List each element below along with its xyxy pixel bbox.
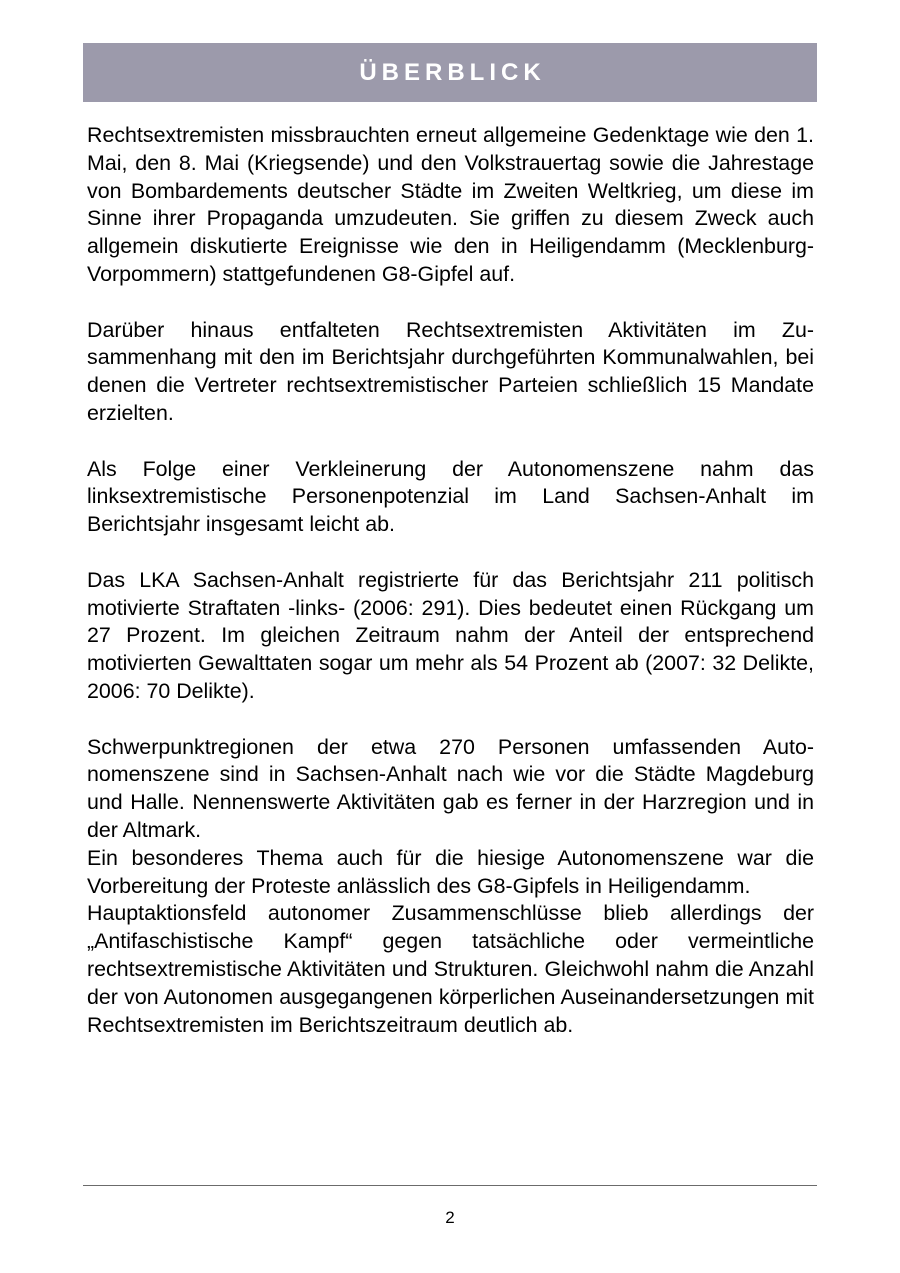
paragraph-g8-proteste: Ein besonderes Thema auch für die hiesige Autonomenszene war die Vorbereitung der Proteste anlässlich des G8-Gipfels in Heiligendamm. [87, 845, 814, 898]
body-text [87, 122, 814, 1039]
paragraph-spacer [87, 289, 814, 317]
page-number: 2 [445, 1208, 455, 1227]
footer-divider [83, 1185, 817, 1186]
paragraph-spacer [87, 428, 814, 456]
paragraph-hauptaktionsfeld: Hauptaktionsfeld autonomer Zusammenschlüsse blieb allerdings der „Antifaschistische Kampf“ gegen tatsächliche oder vermeintliche rechtsextremistische Aktivitäten und Strukturen. Gleichwohl nahm die Anzahl der von Autonomen ausgegangenen körperlichen Auseinandersetzungen mit Rechtsextremisten im Berichtszeitraum deutlich ab. [87, 901, 814, 1037]
paragraph-straftaten: Das LKA Sachsen-Anhalt registrierte für das Berichtsjahr 211 politisch motivierte Straftaten -links- (2006: 291). Dies bedeutet einen Rückgang um 27 Prozent. Im gleichen Zeitraum nahm der Anteil der entsprechend motivierten Gewalttaten sogar um mehr als 54 Prozent ab (2007: 32 Delikte, 2006: 70 Delikte). [87, 567, 814, 703]
paragraph-personenpotenzial: Als Folge einer Verkleinerung der Autonomenszene nahm das linksextremistische Personenpotenzial im Land Sachsen-Anhalt im Berichtsjahr insgesamt leicht ab. [87, 456, 814, 537]
paragraph-schwerpunktregionen: Schwerpunktregionen der etwa 270 Personen umfassenden Autonomenszene sind in Sachsen-Anhalt nach wie vor die Städte Magdeburg und Halle. Nennenswerte Aktivitäten gab es ferner in der Harzregion und in der Altmark. [87, 734, 814, 842]
section-header-bar [83, 43, 817, 102]
paragraph-kommunalwahlen: Darüber hinaus entfalteten Rechtsextremisten Aktivitäten im Zusammenhang mit den im Berichtsjahr durchgeführten Kommunalwahlen, bei denen die Vertreter rechtsextremistischer Parteien schließlich 15 Mandate erzielten. [87, 317, 814, 425]
paragraph-spacer [87, 539, 814, 567]
paragraph-gedenktage: Rechtsextremisten missbrauchten erneut allgemeine Gedenktage wie den 1. Mai, den 8. Mai (Kriegsende) und den Volkstrauertag sowie die Jahrestage von Bombardements deutscher Städte im Zweiten Weltkrieg, um diese im Sinne ihrer Propaganda umzudeuten. Sie griffen zu diesem Zweck auch allgemein diskutierte Ereignisse wie den in Heiligendamm (Mecklenburg-Vorpommern) stattgefundenen G8-Gipfel auf. [87, 123, 814, 286]
paragraph-spacer [87, 706, 814, 734]
section-title: ÜBERBLICK [359, 58, 546, 86]
